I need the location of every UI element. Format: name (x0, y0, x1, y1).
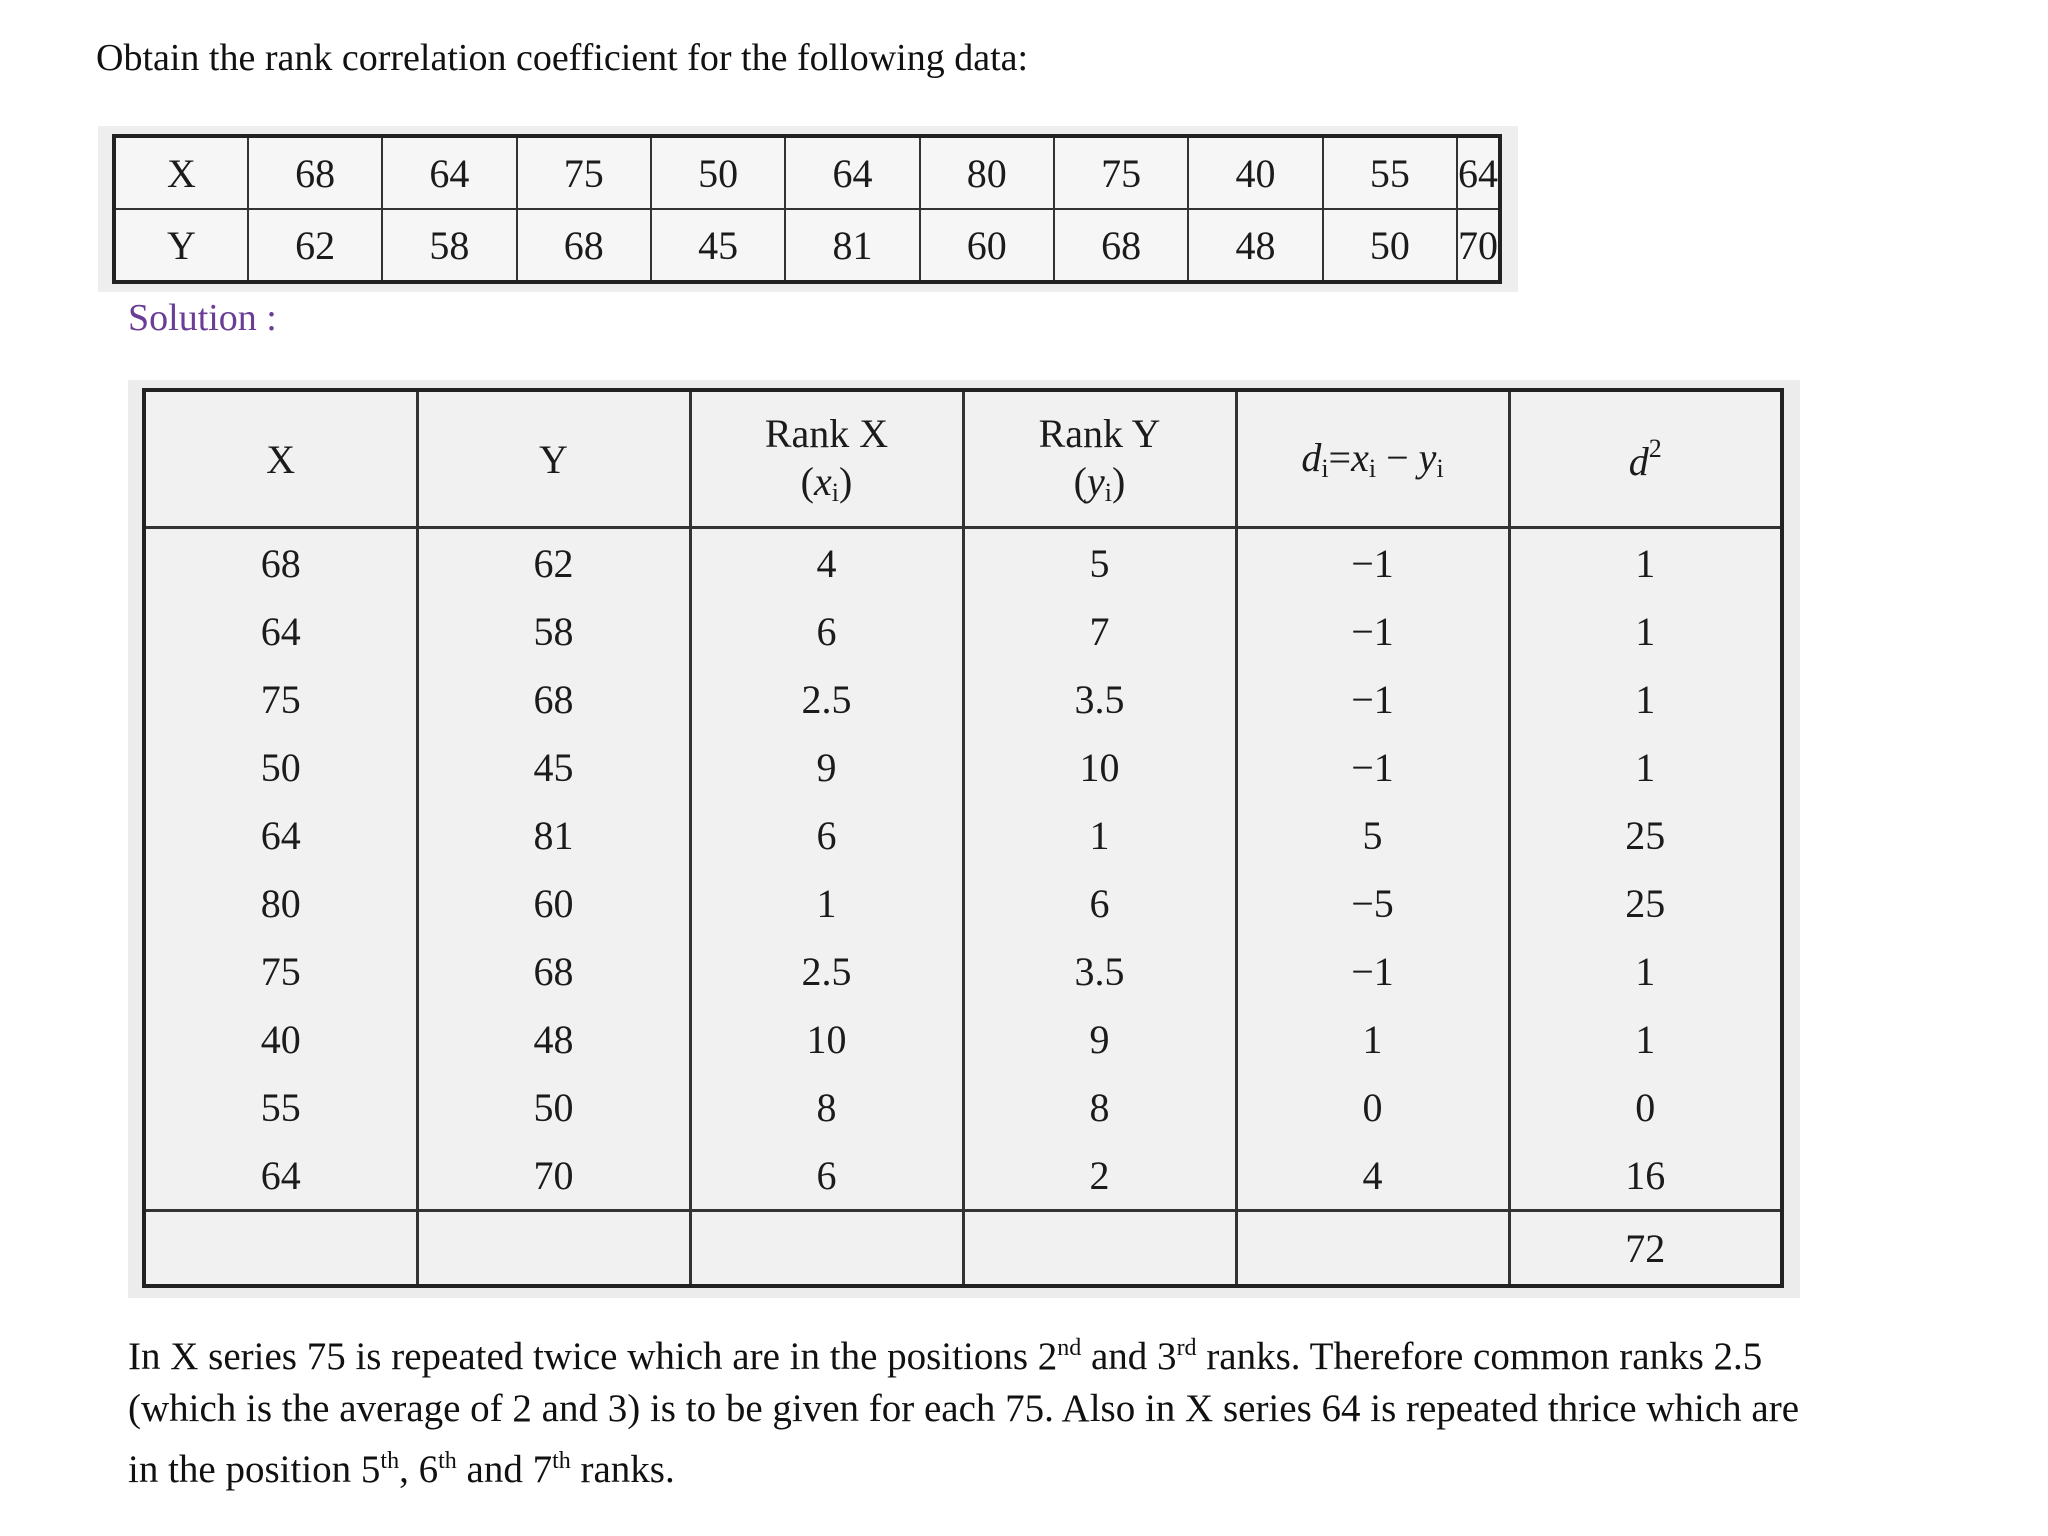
solution-cell: 58 (417, 597, 690, 665)
data-cell: 48 (1188, 209, 1322, 282)
data-cell: 45 (651, 209, 785, 282)
solution-cell: 1 (1509, 733, 1782, 801)
solution-table (142, 388, 1784, 1288)
solution-cell: −1 (1236, 665, 1509, 733)
solution-table-container (128, 380, 1800, 1298)
data-cell: 75 (1054, 136, 1188, 209)
header-rank-x-var: $(x_i)$ (800, 458, 853, 507)
solution-cell: 0 (1236, 1073, 1509, 1141)
solution-cell: −1 (1236, 597, 1509, 665)
solution-cell: 16 (1509, 1141, 1782, 1211)
solution-cell: 3.5 (963, 665, 1236, 733)
solution-cell: 25 (1509, 869, 1782, 937)
solution-cell: 9 (690, 733, 963, 801)
solution-cell: 1 (1509, 1005, 1782, 1073)
solution-cell: 2.5 (690, 665, 963, 733)
solution-cell: 3.5 (963, 937, 1236, 1005)
solution-cell: 1 (1236, 1005, 1509, 1073)
data-cell: 62 (248, 209, 382, 282)
solution-cell: 10 (690, 1005, 963, 1073)
data-table (112, 134, 1502, 284)
data-cell: 50 (651, 136, 785, 209)
solution-cell: 8 (690, 1073, 963, 1141)
solution-row (144, 665, 1782, 733)
solution-row (144, 733, 1782, 801)
solution-row (144, 597, 1782, 665)
solution-row (144, 528, 1782, 598)
solution-cell: 62 (417, 528, 690, 598)
solution-cell: 6 (690, 801, 963, 869)
solution-row (144, 801, 1782, 869)
solution-cell: 48 (417, 1005, 690, 1073)
solution-cell: 1 (963, 801, 1236, 869)
total-empty-cell (144, 1211, 417, 1287)
solution-cell: −1 (1236, 733, 1509, 801)
solution-cell: 1 (1509, 528, 1782, 598)
total-empty-cell (417, 1211, 690, 1287)
solution-cell: 68 (144, 528, 417, 598)
solution-cell: 68 (417, 937, 690, 1005)
solution-cell: 50 (144, 733, 417, 801)
solution-header-row (144, 390, 1782, 528)
solution-cell: 50 (417, 1073, 690, 1141)
data-cell: 80 (920, 136, 1054, 209)
data-cell: 64 (1457, 136, 1500, 209)
solution-total-row (144, 1211, 1782, 1287)
solution-cell: 40 (144, 1005, 417, 1073)
header-rank-y-label: Rank Y (1038, 410, 1161, 456)
data-row-x (114, 136, 1500, 209)
solution-cell: 80 (144, 869, 417, 937)
solution-cell: 68 (417, 665, 690, 733)
data-cell: 55 (1323, 136, 1457, 209)
solution-cell: 5 (963, 528, 1236, 598)
solution-cell: 6 (963, 869, 1236, 937)
solution-cell: 60 (417, 869, 690, 937)
header-rank-y (963, 390, 1236, 528)
solution-cell: 81 (417, 801, 690, 869)
solution-row (144, 1141, 1782, 1211)
data-cell: 81 (785, 209, 919, 282)
solution-cell: 10 (963, 733, 1236, 801)
header-x (144, 390, 417, 528)
header-rank-x-label: Rank X (764, 410, 889, 456)
explanation-text: In X series 75 is repeated twice which are in the positions 2nd and 3rd ranks. Therefore common ranks 2.5 (which is the average of 2 and 3) is to be given for each 75. Also in X series 64 is repeated thrice which are in the position 5th, 6th and 7th ranks. (128, 1335, 1800, 1491)
solution-cell: 64 (144, 597, 417, 665)
solution-cell: 2.5 (690, 937, 963, 1005)
solution-cell: 75 (144, 937, 417, 1005)
header-y-label: Y (539, 436, 568, 482)
header-y (417, 390, 690, 528)
data-row-label: X (114, 136, 248, 209)
solution-cell: 0 (1509, 1073, 1782, 1141)
data-cell: 68 (517, 209, 651, 282)
header-rank-x (690, 390, 963, 528)
data-cell: 68 (1054, 209, 1188, 282)
total-d2-cell: 72 (1509, 1211, 1782, 1287)
data-cell: 64 (382, 136, 516, 209)
header-d: $d_i=x_i - y_i$ (1236, 390, 1509, 528)
solution-cell: 4 (690, 528, 963, 598)
solution-cell: 1 (1509, 665, 1782, 733)
total-empty-cell (963, 1211, 1236, 1287)
data-cell: 60 (920, 209, 1054, 282)
solution-cell: −1 (1236, 937, 1509, 1005)
data-table-container (98, 126, 1518, 292)
solution-cell: 45 (417, 733, 690, 801)
solution-cell: 1 (690, 869, 963, 937)
header-rank-y-var: $(y_i)$ (1073, 458, 1126, 507)
solution-cell: 5 (1236, 801, 1509, 869)
data-row-label: Y (114, 209, 248, 282)
data-cell: 40 (1188, 136, 1322, 209)
solution-cell: 9 (963, 1005, 1236, 1073)
total-empty-cell (690, 1211, 963, 1287)
data-cell: 58 (382, 209, 516, 282)
solution-row (144, 869, 1782, 937)
data-cell: 68 (248, 136, 382, 209)
solution-cell: 7 (963, 597, 1236, 665)
data-cell: 50 (1323, 209, 1457, 282)
solution-cell: 6 (690, 597, 963, 665)
solution-cell: 2 (963, 1141, 1236, 1211)
solution-cell: 75 (144, 665, 417, 733)
header-x-label: X (266, 436, 296, 482)
solution-cell: 6 (690, 1141, 963, 1211)
solution-row (144, 937, 1782, 1005)
solution-cell: 70 (417, 1141, 690, 1211)
solution-cell: 1 (1509, 937, 1782, 1005)
data-cell: 70 (1457, 209, 1500, 282)
solution-cell: 64 (144, 1141, 417, 1211)
solution-cell: 1 (1509, 597, 1782, 665)
data-cell: 75 (517, 136, 651, 209)
solution-row (144, 1073, 1782, 1141)
solution-cell: 64 (144, 801, 417, 869)
solution-cell: −5 (1236, 869, 1509, 937)
solution-cell: −1 (1236, 528, 1509, 598)
solution-cell: 8 (963, 1073, 1236, 1141)
data-row-y (114, 209, 1500, 282)
question-text: Obtain the rank correlation coefficient for the following data: (96, 37, 1029, 79)
solution-row (144, 1005, 1782, 1073)
solution-cell: 4 (1236, 1141, 1509, 1211)
total-empty-cell (1236, 1211, 1509, 1287)
solution-label: Solution : (128, 297, 277, 339)
solution-cell: 55 (144, 1073, 417, 1141)
header-d2: $d^2$ (1509, 390, 1782, 528)
solution-cell: 25 (1509, 801, 1782, 869)
data-cell: 64 (785, 136, 919, 209)
